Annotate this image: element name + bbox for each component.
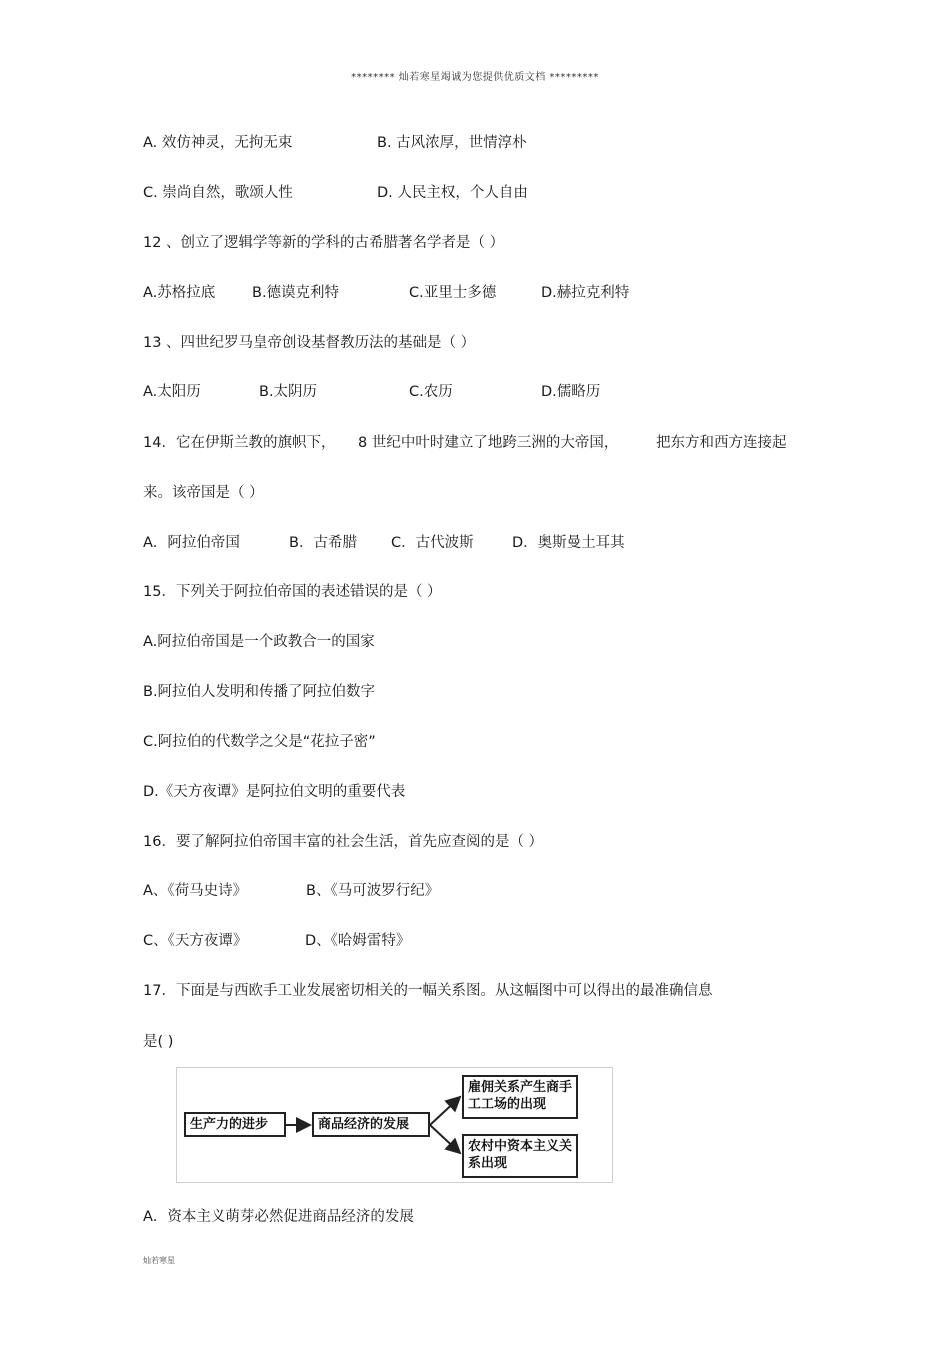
page-header: ******** 灿若寒星竭诚为您提供优质文档 ********* bbox=[351, 72, 599, 83]
diagram-box-rural-capitalism: 农村中资本主义关系出现 bbox=[462, 1134, 578, 1178]
q15-question: 15．下列关于阿拉伯帝国的表述错误的是（ ） bbox=[143, 584, 442, 600]
q14-option-a: A．阿拉伯帝国 bbox=[143, 535, 240, 551]
q11-option-b: B. 古风浓厚，世情淳朴 bbox=[377, 135, 527, 151]
page-footer: 灿若寒星 bbox=[143, 1256, 175, 1265]
diagram-box-employment-relations: 雇佣关系产生商手工工场的出现 bbox=[462, 1075, 578, 1119]
q14-question-line2: 来。该帝国是（ ） bbox=[143, 485, 264, 501]
q14-option-d: D．奥斯曼土耳其 bbox=[512, 535, 625, 551]
relationship-diagram bbox=[176, 1067, 613, 1183]
q11-option-a: A. 效仿神灵，无拘无束 bbox=[143, 135, 293, 151]
q16-question: 16．要了解阿拉伯帝国丰富的社会生活，首先应查阅的是（ ） bbox=[143, 834, 544, 850]
q16-option-c: C、《天方夜谭》 bbox=[143, 933, 248, 949]
q14-option-c: C．古代波斯 bbox=[391, 535, 474, 551]
q13-option-b: B.太阴历 bbox=[259, 384, 318, 400]
q14-question-part1: 14．它在伊斯兰教的旗帜下， bbox=[143, 435, 336, 451]
q16-option-d: D、《哈姆雷特》 bbox=[305, 933, 411, 949]
q12-option-a: A.苏格拉底 bbox=[143, 285, 216, 301]
q17-question-line2: 是( ) bbox=[143, 1034, 174, 1050]
q16-option-a: A、《荷马史诗》 bbox=[143, 883, 248, 899]
diagram-box-productivity: 生产力的进步 bbox=[184, 1112, 286, 1137]
diagram-box-commodity-economy: 商品经济的发展 bbox=[312, 1112, 430, 1137]
q12-question: 12 、创立了逻辑学等新的学科的古希腊著名学者是（ ） bbox=[143, 235, 505, 251]
q13-option-d: D.儒略历 bbox=[541, 384, 601, 400]
q13-question: 13 、四世纪罗马皇帝创设基督教历法的基础是（ ） bbox=[143, 335, 476, 351]
q13-option-c: C.农历 bbox=[409, 384, 453, 400]
q12-option-b: B.德谟克利特 bbox=[252, 285, 340, 301]
q17-option-a: A．资本主义萌芽必然促进商品经济的发展 bbox=[143, 1209, 414, 1225]
q11-option-d: D. 人民主权，个人自由 bbox=[377, 185, 528, 201]
q12-option-c: C.亚里士多德 bbox=[409, 285, 497, 301]
q15-option-a: A.阿拉伯帝国是一个政教合一的国家 bbox=[143, 634, 375, 650]
q14-option-b: B．古希腊 bbox=[289, 535, 357, 551]
q16-option-b: B、《马可波罗行纪》 bbox=[306, 883, 440, 899]
q15-option-c: C.阿拉伯的代数学之父是“花拉子密” bbox=[143, 734, 376, 750]
q15-option-d: D.《天方夜谭》是阿拉伯文明的重要代表 bbox=[143, 784, 406, 800]
q15-option-b: B.阿拉伯人发明和传播了阿拉伯数字 bbox=[143, 684, 376, 700]
q12-option-d: D.赫拉克利特 bbox=[541, 285, 630, 301]
arrow-2 bbox=[430, 1097, 460, 1125]
arrow-3 bbox=[430, 1125, 460, 1153]
q11-option-c: C. 崇尚自然，歌颂人性 bbox=[143, 185, 293, 201]
q14-question-part3: 把东方和西方连接起 bbox=[656, 435, 787, 451]
q17-question: 17．下面是与西欧手工业发展密切相关的一幅关系图。从这幅图中可以得出的最准确信息 bbox=[143, 983, 713, 999]
q14-question-part2: 8 世纪中叶时建立了地跨三洲的大帝国， bbox=[358, 435, 619, 451]
q13-option-a: A.太阳历 bbox=[143, 384, 201, 400]
